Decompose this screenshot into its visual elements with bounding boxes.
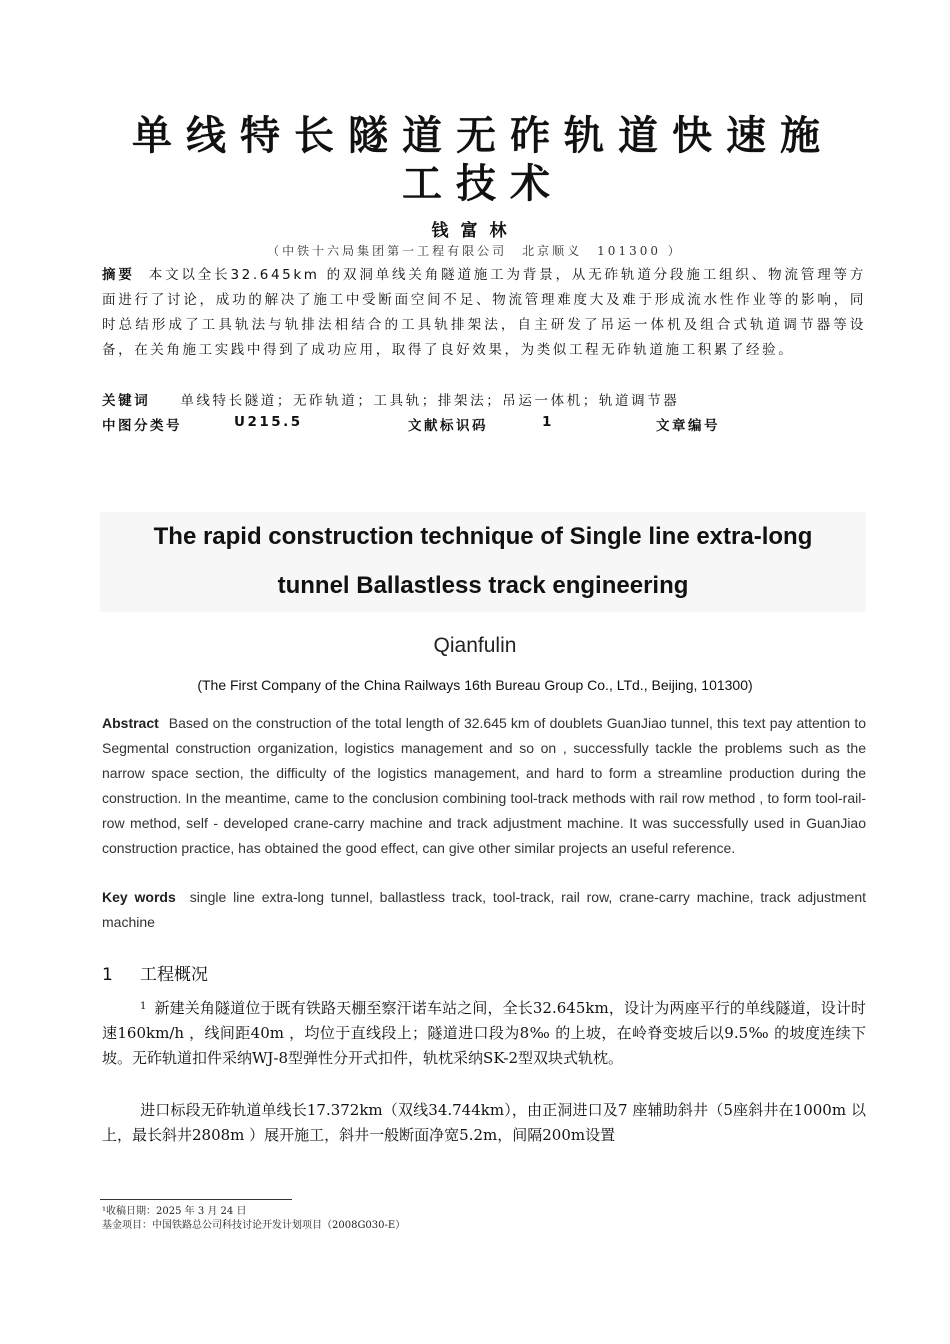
chinese-title-line-2: 工技术 xyxy=(402,161,564,207)
article-number-label: 文章编号 xyxy=(656,418,720,434)
chinese-abstract-label: 摘要 xyxy=(102,267,135,283)
body-paragraph-1-text: 新建关角隧道位于既有铁路天棚至察汗诺车站之间，全长32.645km，设计为两座平行的单线隧道，设计时速160km/h ，线间距40m ，均位于直线段上；隧道进口段为8‰ 的上坡，在岭脊变坡后以9.5‰ 的坡度连续下坡。无砟轨道扣件采纳WJ-8型弹性分开式扣件，轨枕采纳SK-2型双块式轨枕。 xyxy=(102,999,866,1067)
english-abstract-label: Abstract xyxy=(102,715,159,731)
english-title-line-2: tunnel Ballastless track engineering xyxy=(277,572,689,599)
footnotes xyxy=(102,1205,405,1233)
chinese-abstract xyxy=(102,263,866,363)
chinese-author: 钱富林 xyxy=(431,221,519,241)
chinese-keywords-text: 单线特长隧道；无砟轨道；工具轨；排架法；吊运一体机；轨道调节器 xyxy=(180,393,680,409)
footnote-marker: 1 xyxy=(140,1001,147,1012)
document-code-value: 1 xyxy=(542,414,554,430)
classification-value: U215.5 xyxy=(234,414,303,430)
english-abstract xyxy=(102,711,866,861)
chinese-keywords xyxy=(102,389,679,409)
body-paragraph-2 xyxy=(102,1098,866,1148)
english-keywords-label: Key words xyxy=(102,889,176,905)
body-paragraph-2-text: 进口标段无砟轨道单线长17.372km（双线34.744km），由正洞进口及7 座辅助斜井（5座斜井在1000m 以上，最长斜井2808m ）展开施工，斜井一般断面净宽5.2m，间隔200m设置 xyxy=(102,1101,866,1144)
chinese-title xyxy=(100,112,866,208)
english-title-line-1: The rapid construction technique of Single line extra-long xyxy=(153,523,813,550)
footnote-divider xyxy=(100,1199,292,1200)
english-keywords-text: single line extra-long tunnel, ballastless track, tool-track, rail row, crane-carry machine, track adjustment machine xyxy=(102,889,866,930)
chinese-abstract-text: 本文以全长32.645km 的双洞单线关角隧道施工为背景，从无砟轨道分段施工组织、物流管理等方面进行了讨论，成功的解决了施工中受断面空间不足、物流管理难度大及难于形成流水性作业等的影响，同时总结形成了工具轨法与轨排法相结合的工具轨排架法，自主研发了吊运一体机及组合式轨道调节器等设备，在关角施工实践中得到了成功应用，取得了良好效果，为类似工程无砟轨道施工积累了经验。 xyxy=(102,267,867,358)
chinese-title-line-1: 单线特长隧道无砟轨道快速施 xyxy=(132,113,834,159)
english-author: Qianfulin xyxy=(433,634,517,657)
document-code-label: 文献标识码 xyxy=(408,418,488,434)
english-title xyxy=(100,512,866,610)
english-keywords xyxy=(102,885,866,935)
english-affiliation: (The First Company of the China Railways 16th Bureau Group Co., LTd., Beijing, 101300) xyxy=(197,677,753,693)
body-paragraph-1 xyxy=(102,996,866,1071)
section-title: 工程概况 xyxy=(140,965,208,985)
footnote-received-date: ¹收稿日期：2025 年 3 月 24 日 xyxy=(102,1206,247,1217)
classification-label: 中图分类号 xyxy=(102,418,182,434)
section-heading xyxy=(102,960,208,985)
chinese-affiliation: （中铁十六局集团第一工程有限公司 北京顺义 101300 ） xyxy=(267,244,683,258)
chinese-keywords-label: 关键词 xyxy=(102,393,151,409)
english-abstract-text: Based on the construction of the total length of 32.645 km of doublets GuanJiao tunnel, this text pay attention to Segmental construction organization, logistics management and so on , successfully tackle the problems such as the narrow space section, the difficulty of the logistics management, and hard to form a streamline production during the construction. In the meantime, came to the conclusion combining tool-track methods with rail row method , to form tool-rail-row method, self - developed crane-carry machine and track adjustment machine. It was successfully used in GuanJiao construction practice, has obtained the good effect, can give other similar projects an useful reference. xyxy=(102,715,866,856)
section-number: 1 xyxy=(102,965,113,985)
footnote-fund: 基金项目：中国铁路总公司科技讨论开发计划项目（2008G030-E） xyxy=(102,1220,406,1231)
